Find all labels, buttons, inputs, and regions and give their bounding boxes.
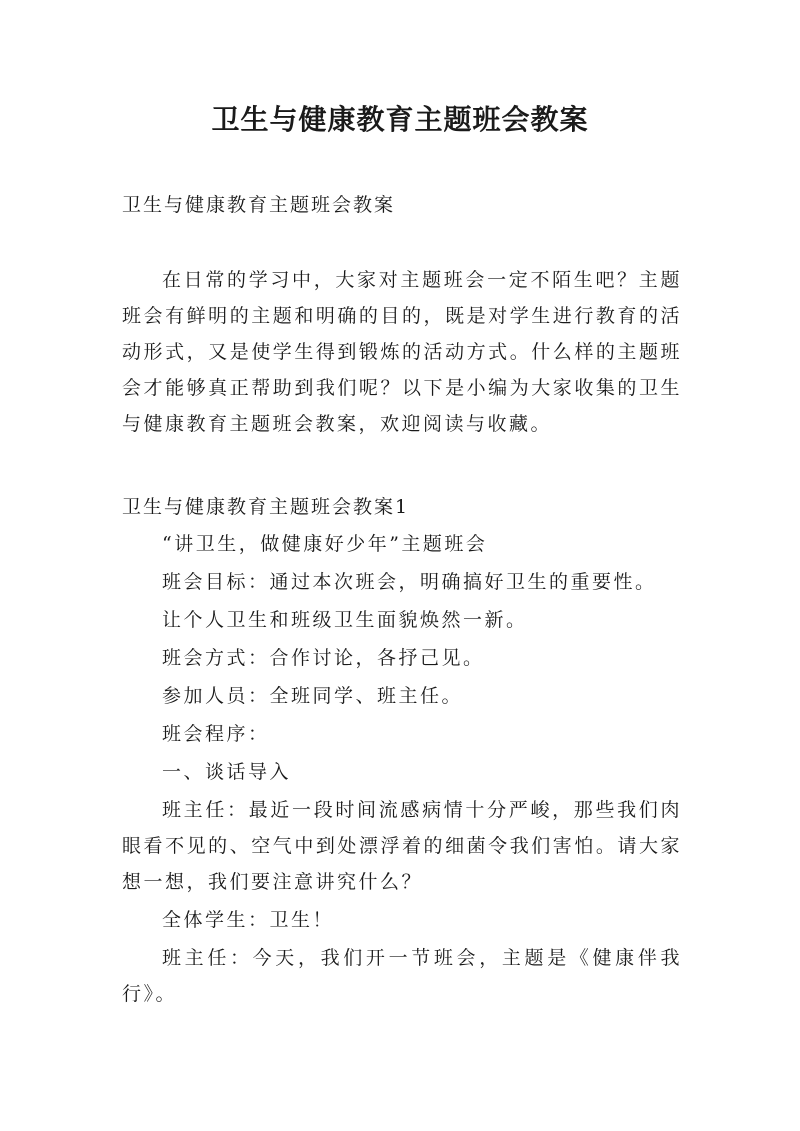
section-title: 卫生与健康教育主题班会教案1 — [122, 496, 410, 518]
document-subtitle: 卫生与健康教育主题班会教案 — [122, 194, 396, 216]
paragraph-method: 班会方式：合作讨论，各抒己见。 — [162, 647, 485, 669]
paragraph-step-one: 一、谈话导入 — [162, 761, 292, 783]
paragraph-teacher-1: 班主任：最近一段时间流感病情十分严峻，那些我们肉眼看不见的、空气中到处漂浮着的细菌令我们害怕。请大家想一想，我们要注意讲究什么？ — [122, 799, 682, 893]
section-body — [122, 526, 682, 1014]
paragraph-participants: 参加人员：全班同学、班主任。 — [162, 685, 464, 707]
paragraph-goal: 班会目标：通过本次班会，明确搞好卫生的重要性。 — [162, 571, 657, 593]
paragraph-procedure: 班会程序： — [162, 723, 270, 745]
paragraph-goal-cont: 让个人卫生和班级卫生面貌焕然一新。 — [162, 609, 528, 631]
paragraph-theme: “讲卫生，做健康好少年”主题班会 — [162, 533, 488, 555]
paragraph-students: 全体学生：卫生！ — [162, 909, 335, 931]
page-title: 卫生与健康教育主题班会教案 — [211, 103, 589, 136]
paragraph-teacher-2: 班主任：今天，我们开一节班会，主题是《健康伴我行》。 — [122, 947, 682, 1005]
intro-paragraph: 在日常的学习中，大家对主题班会一定不陌生吧？主题班会有鲜明的主题和明确的目的，既是对学生进行教育的活动形式，又是使学生得到锻炼的活动方式。什么样的主题班会才能够真正帮助到我们呢？以下是小编为大家收集的卫生与健康教育主题班会教案，欢迎阅读与收藏。 — [122, 269, 682, 435]
